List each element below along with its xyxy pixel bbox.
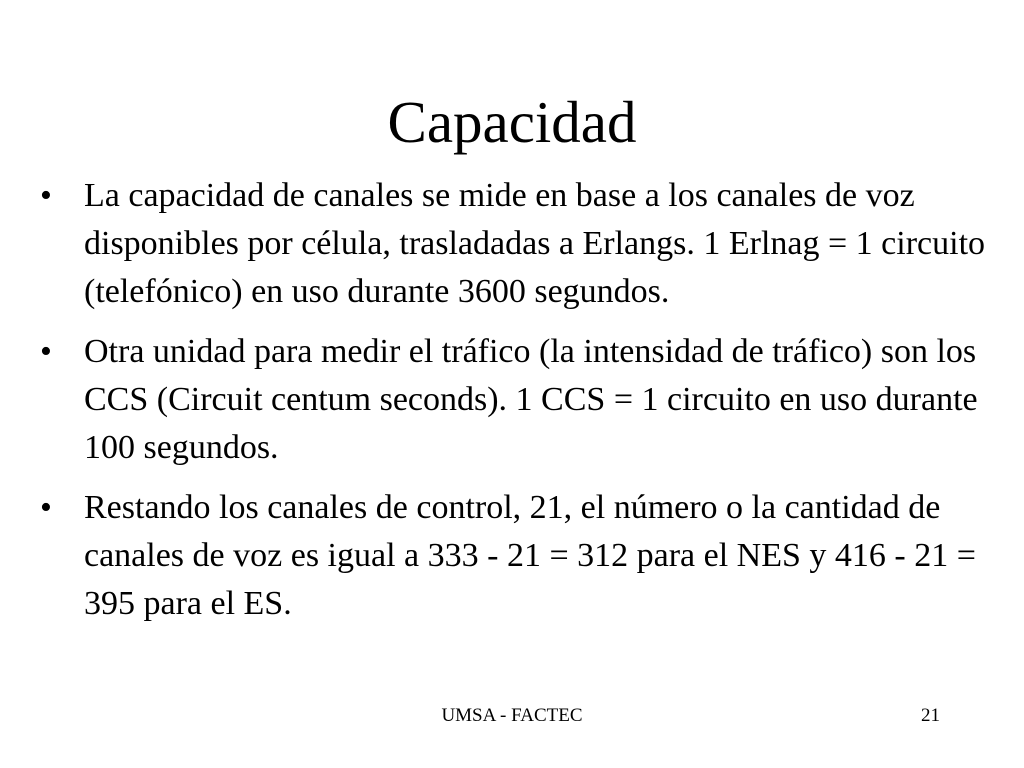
bullet-item — [40, 172, 1000, 316]
slide-title: Capacidad — [387, 89, 637, 155]
page-number: 21 — [921, 705, 940, 726]
bullet-text: La capacidad de canales se mide en base a los canales de voz disponibles por célula, trasladadas a Erlangs. 1 Erlnag = 1 circuito (telefónico) en uso durante 3600 segundos. — [84, 177, 986, 310]
bullet-marker: • — [40, 489, 52, 526]
bullet-item — [40, 484, 1000, 628]
bullet-list — [40, 172, 1000, 640]
bullet-marker: • — [40, 177, 52, 214]
bullet-text: Restando los canales de control, 21, el número o la cantidad de canales de voz es igual a 333 - 21 = 312 para el NES y 416 - 21 = 395 para el ES. — [84, 489, 976, 622]
bullet-text: Otra unidad para medir el tráfico (la intensidad de tráfico) son los CCS (Circuit centum seconds). 1 CCS = 1 circuito en uso durante 100 segundos. — [84, 333, 978, 466]
bullet-marker: • — [40, 333, 52, 370]
footer-institution: UMSA - FACTEC — [441, 705, 583, 726]
bullet-item — [40, 328, 1000, 472]
